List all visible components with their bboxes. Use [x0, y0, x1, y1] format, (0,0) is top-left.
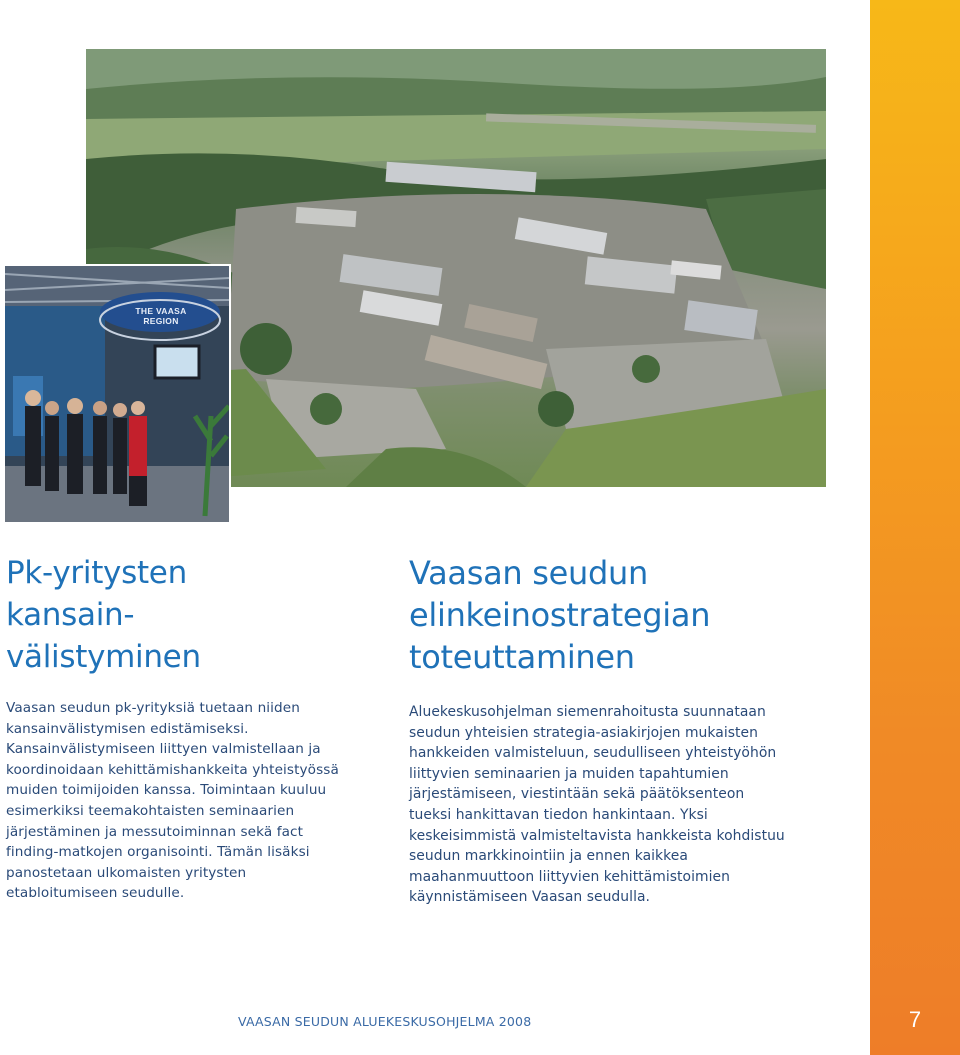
- trade-fair-illustration: [5, 266, 229, 522]
- left-article-body: Vaasan seudun pk-yrityksiä tuetaan niiden kansainvälistymisen edistämiseksi. Kansainvälistymiseen liittyen valmistellaan ja koordinoidaan kehittämishankkeita yhteistyössä muiden toimijoiden kanssa. Toimintaan kuuluu esimerkiksi teemakohtaisten seminaarien järjestäminen ja messutoiminnan sekä fact finding-matkojen organisointi. Tämän lisäksi panostetaan ulkomaisten yritysten etabloitumiseen seudulle.: [6, 700, 339, 902]
- left-title-line-1: Pk-yritysten: [6, 555, 187, 591]
- left-article-title: [6, 552, 356, 678]
- right-title-line-3: toteuttaminen: [409, 638, 635, 676]
- right-title-line-2: elinkeinostrategian: [409, 596, 711, 634]
- page-number: 7: [908, 1007, 922, 1032]
- orange-side-stripe: [870, 0, 960, 1055]
- right-article-title: [409, 552, 789, 678]
- left-article: [6, 552, 356, 904]
- left-title-line-3: välistyminen: [6, 639, 201, 675]
- fair-banner-text: THE VAASA REGION: [135, 306, 187, 326]
- footer-publication-title: VAASAN SEUDUN ALUEKESKUSOHJELMA 2008: [238, 1014, 532, 1029]
- left-title-line-2: kansain-: [6, 597, 135, 633]
- trade-fair-photo: [5, 266, 229, 522]
- right-title-line-1: Vaasan seudun: [409, 554, 648, 592]
- right-article-body: Aluekeskusohjelman siemenrahoitusta suunnataan seudun yhteisien strategia-asiakirjojen mukaisten hankkeiden valmisteluun, seudulliseen yhteistyöhön liittyvien seminaarien ja muiden tapahtumien järjestämiseen, viestintään sekä päätöksenteon tueksi hankittavan tiedon hankintaan. Yksi keskeisimmistä valmisteltavista hankkeista kohdistuu seudun markkinointiin ja ennen kaikkea maahanmuuttoon liittyvien kehittämistoimien käynnistämiseen Vaasan seudulla.: [409, 704, 785, 906]
- right-article: [409, 552, 789, 908]
